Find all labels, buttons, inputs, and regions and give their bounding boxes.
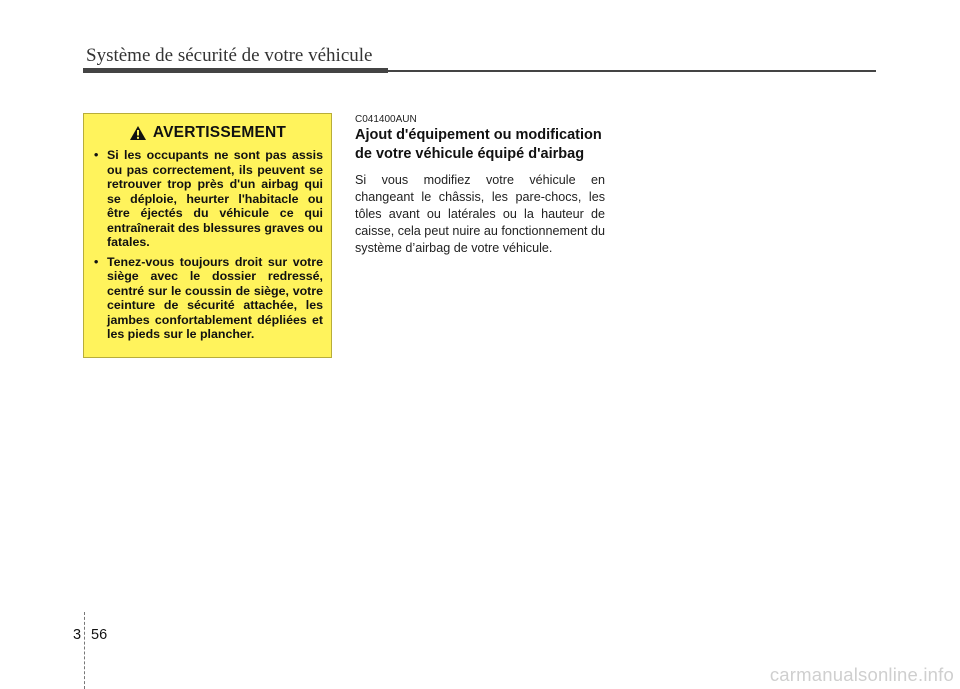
warning-item-text: Si les occupants ne sont pas assis ou pas correctement, ils peuvent se retrouver trop près d'un airbag qui se déploie, heurter l'habitacle ou être éjectés du véhicule ce qui entraînerait des blessures graves ou fatales. bbox=[107, 148, 323, 249]
header-rule-thick bbox=[83, 68, 388, 73]
section-title: Ajout d'équipement ou modification de votre véhicule équipé d'airbag bbox=[355, 127, 602, 162]
warning-item bbox=[92, 148, 323, 250]
page-header-title: Système de sécurité de votre véhicule bbox=[86, 45, 373, 66]
page-number: 56 bbox=[91, 627, 108, 643]
header-rule-thin bbox=[388, 70, 876, 72]
watermark: carmanualsonline.info bbox=[769, 664, 954, 685]
warning-item-text: Tenez-vous toujours droit sur votre siège avec le dossier redressé, centré sur le coussin de siège, votre ceinture de sécurité attachée, les jambes confortablement dépliées et les pieds sur le plancher. bbox=[107, 254, 323, 341]
bullet-icon: • bbox=[94, 254, 99, 269]
content-section bbox=[355, 114, 605, 257]
warning-item bbox=[92, 255, 323, 342]
warning-triangle-icon bbox=[129, 125, 147, 141]
warning-header bbox=[92, 124, 323, 142]
chapter-number: 3 bbox=[73, 627, 82, 643]
bullet-icon: • bbox=[94, 148, 99, 162]
section-body: Si vous modifiez votre véhicule en changeant le châssis, les pare-chocs, les tôles avant ou latérales ou la hauteur de caisse, cela peut nuire au fonctionnement du système d’airbag de votre véhicule. bbox=[355, 173, 605, 255]
warning-title: AVERTISSEMENT bbox=[152, 124, 287, 141]
section-code: C041400AUN bbox=[355, 114, 417, 125]
footer-divider bbox=[84, 612, 85, 689]
warning-list bbox=[92, 148, 323, 342]
warning-box bbox=[83, 113, 332, 358]
